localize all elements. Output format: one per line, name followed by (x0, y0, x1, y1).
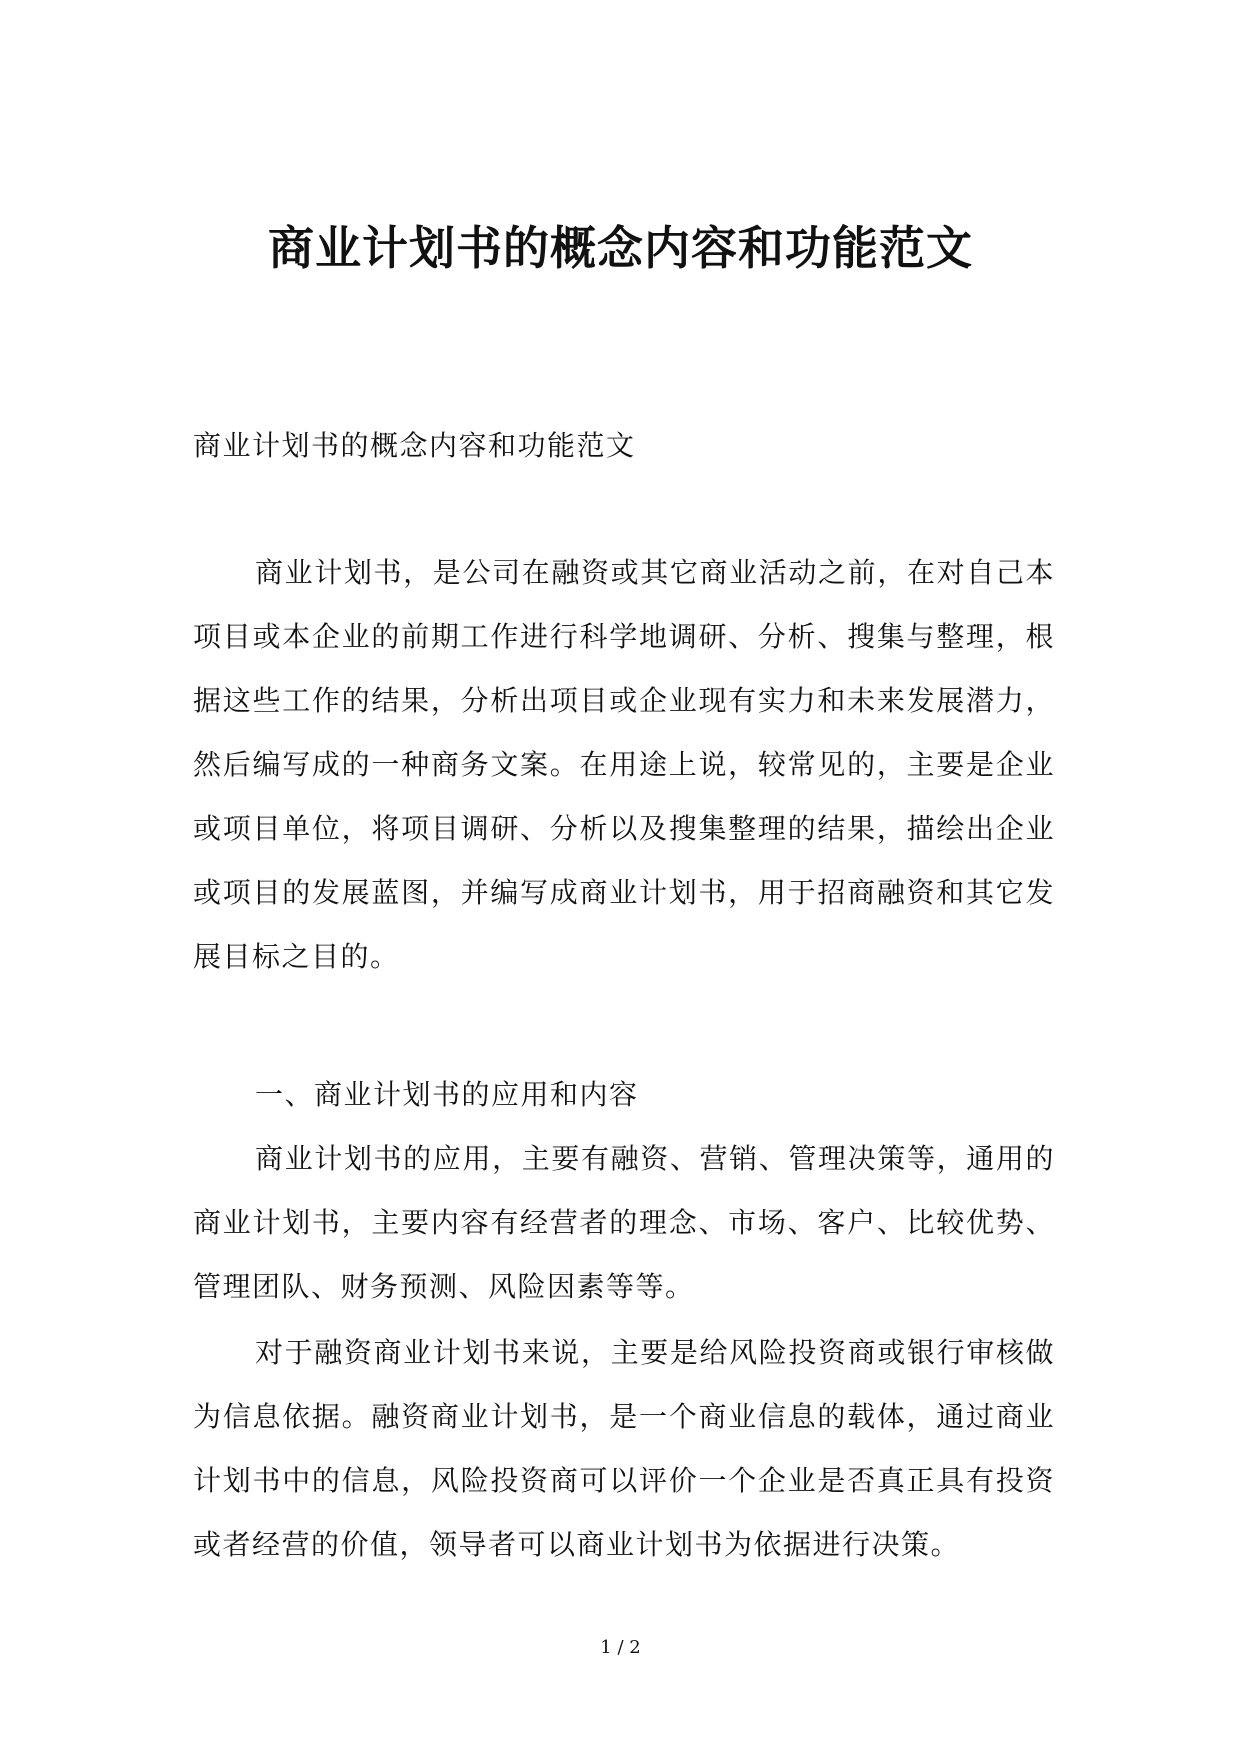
document-title: 商业计划书的概念内容和功能范文 (268, 221, 973, 275)
paragraph-applications: 商业计划书的应用，主要有融资、营销、管理决策等，通用的商业计划书，主要内容有经营者的理念、市场、客户、比较优势、管理团队、财务预测、风险因素等等。 (193, 1142, 1055, 1303)
document-subtitle: 商业计划书的概念内容和功能范文 (193, 429, 636, 462)
paragraph-intro: 商业计划书，是公司在融资或其它商业活动之前，在对自己本项目或本企业的前期工作进行科学地调研、分析、搜集与整理，根据这些工作的结果，分析出项目或企业现有实力和未来发展潜力，然后编写成的一种商务文案。在用途上说，较常见的，主要是企业或项目单位，将项目调研、分析以及搜集整理的结果，描绘出企业或项目的发展蓝图，并编写成商业计划书，用于招商融资和其它发展目标之目的。 (193, 556, 1055, 973)
paragraph-financing: 对于融资商业计划书来说，主要是给风险投资商或银行审核做为信息依据。融资商业计划书，是一个商业信息的载体，通过商业计划书中的信息，风险投资商可以评价一个企业是否真正具有投资或者经营的价值，领导者可以商业计划书为依据进行决策。 (193, 1336, 1055, 1561)
page-number: 1 / 2 (600, 1637, 641, 1658)
section-heading-applications: 一、商业计划书的应用和内容 (255, 1078, 639, 1111)
